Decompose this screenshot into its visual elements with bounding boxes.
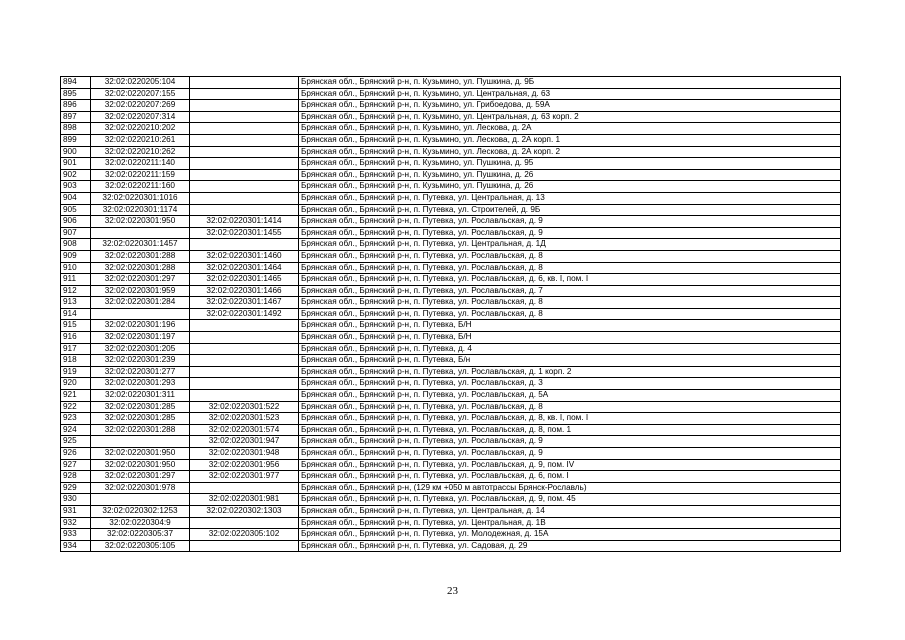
- cadastral-number-cell: 32:02:0220207:269: [91, 100, 190, 112]
- table-row: [61, 436, 841, 448]
- address-cell: Брянская обл., Брянский р-н, п. Путевка, ул. Центральная, д. 1Д: [299, 239, 841, 251]
- row-number-cell: 895: [61, 88, 91, 100]
- linked-cadastral-number-cell: [190, 204, 299, 216]
- address-cell: Брянская обл., Брянский р-н, п. Кузьмино, ул. Центральная, д. 63 корп. 2: [299, 111, 841, 123]
- linked-cadastral-number-cell: [190, 181, 299, 193]
- cadastral-number-cell: [91, 227, 190, 239]
- table-row: [61, 529, 841, 541]
- address-cell: Брянская обл., Брянский р-н, п. Путевка, Б/н: [299, 355, 841, 367]
- row-number-cell: 914: [61, 308, 91, 320]
- row-number-cell: 904: [61, 192, 91, 204]
- address-cell: Брянская обл., Брянский р-н, п. Путевка, Б/Н: [299, 320, 841, 332]
- row-number-cell: 898: [61, 123, 91, 135]
- table-row: [61, 540, 841, 552]
- linked-cadastral-number-cell: 32:02:0220301:1492: [190, 308, 299, 320]
- linked-cadastral-number-cell: [190, 77, 299, 89]
- address-cell: Брянская обл., Брянский р-н, п. Кузьмино, ул. Пушкина, д. 9Б: [299, 77, 841, 89]
- linked-cadastral-number-cell: 32:02:0220301:1465: [190, 274, 299, 286]
- linked-cadastral-number-cell: [190, 192, 299, 204]
- table-row: [61, 320, 841, 332]
- registry-table: [60, 76, 841, 552]
- cadastral-number-cell: 32:02:0220301:293: [91, 378, 190, 390]
- table-row: [61, 471, 841, 483]
- address-cell: Брянская обл., Брянский р-н, п. Путевка, ул. Центральная, д. 1В: [299, 517, 841, 529]
- table-row: [61, 308, 841, 320]
- cadastral-number-cell: 32:02:0220301:1016: [91, 192, 190, 204]
- address-cell: Брянская обл., Брянский р-н, п. Путевка, д. 4: [299, 343, 841, 355]
- table-row: [61, 274, 841, 286]
- table-row: [61, 216, 841, 228]
- table-row: [61, 192, 841, 204]
- row-number-cell: 930: [61, 494, 91, 506]
- row-number-cell: 925: [61, 436, 91, 448]
- cadastral-number-cell: 32:02:0220301:288: [91, 250, 190, 262]
- linked-cadastral-number-cell: [190, 482, 299, 494]
- row-number-cell: 934: [61, 540, 91, 552]
- cadastral-number-cell: 32:02:0220210:262: [91, 146, 190, 158]
- cadastral-number-cell: 32:02:0220301:288: [91, 262, 190, 274]
- row-number-cell: 918: [61, 355, 91, 367]
- linked-cadastral-number-cell: [190, 100, 299, 112]
- address-cell: Брянская обл., Брянский р-н, п. Путевка, ул. Рославльская, д. 3: [299, 378, 841, 390]
- address-cell: Брянская обл., Брянский р-н, п. Кузьмино, ул. Лескова, д. 2А корп. 2: [299, 146, 841, 158]
- row-number-cell: 901: [61, 158, 91, 170]
- cadastral-number-cell: [91, 494, 190, 506]
- cadastral-number-cell: 32:02:0220301:297: [91, 471, 190, 483]
- table-row: [61, 448, 841, 460]
- table-row: [61, 355, 841, 367]
- address-cell: Брянская обл., Брянский р-н, п. Кузьмино, ул. Лескова, д. 2А корп. 1: [299, 134, 841, 146]
- row-number-cell: 908: [61, 239, 91, 251]
- cadastral-number-cell: 32:02:0220301:277: [91, 366, 190, 378]
- address-cell: Брянская обл., Брянский р-н, п. Путевка, ул. Рославльская, д. 7: [299, 285, 841, 297]
- table-row: [61, 482, 841, 494]
- cadastral-number-cell: 32:02:0220301:288: [91, 424, 190, 436]
- address-cell: Брянская обл., Брянский р-н, п. Путевка, ул. Рославльская, д. 9: [299, 448, 841, 460]
- cadastral-number-cell: 32:02:0220301:1457: [91, 239, 190, 251]
- table-row: [61, 297, 841, 309]
- linked-cadastral-number-cell: [190, 320, 299, 332]
- table-row: [61, 343, 841, 355]
- linked-cadastral-number-cell: [190, 169, 299, 181]
- linked-cadastral-number-cell: [190, 111, 299, 123]
- registry-table-body: [61, 77, 841, 552]
- address-cell: Брянская обл., Брянский р-н, п. Путевка, ул. Рославльская, д. 8: [299, 250, 841, 262]
- address-cell: Брянская обл., Брянский р-н, п. Путевка, ул. Рославльская, д. 6, пом. I: [299, 471, 841, 483]
- row-number-cell: 923: [61, 413, 91, 425]
- row-number-cell: 912: [61, 285, 91, 297]
- cadastral-number-cell: 32:02:0220301:297: [91, 274, 190, 286]
- row-number-cell: 919: [61, 366, 91, 378]
- linked-cadastral-number-cell: 32:02:0220302:1303: [190, 505, 299, 517]
- address-cell: Брянская обл., Брянский р-н, п. Путевка, ул. Центральная, д. 14: [299, 505, 841, 517]
- table-row: [61, 227, 841, 239]
- address-cell: Брянская обл., Брянский р-н, п. Кузьмино, ул. Пушкина, д. 95: [299, 158, 841, 170]
- table-row: [61, 181, 841, 193]
- cadastral-number-cell: 32:02:0220301:950: [91, 448, 190, 460]
- address-cell: Брянская обл., Брянский р-н, п. Путевка, ул. Рославльская, д. 8: [299, 297, 841, 309]
- cadastral-number-cell: 32:02:0220304:9: [91, 517, 190, 529]
- cadastral-number-cell: 32:02:0220207:155: [91, 88, 190, 100]
- row-number-cell: 905: [61, 204, 91, 216]
- address-cell: Брянская обл., Брянский р-н, п. Путевка, Б/Н: [299, 332, 841, 344]
- row-number-cell: 920: [61, 378, 91, 390]
- cadastral-number-cell: 32:02:0220301:950: [91, 216, 190, 228]
- address-cell: Брянская обл., Брянский р-н, п. Кузьмино, ул. Пушкина, д. 26: [299, 169, 841, 181]
- cadastral-number-cell: 32:02:0220301:239: [91, 355, 190, 367]
- linked-cadastral-number-cell: 32:02:0220305:102: [190, 529, 299, 541]
- cadastral-number-cell: 32:02:0220211:160: [91, 181, 190, 193]
- cadastral-number-cell: 32:02:0220305:37: [91, 529, 190, 541]
- row-number-cell: 894: [61, 77, 91, 89]
- address-cell: Брянская обл., Брянский р-н, п. Путевка, ул. Рославльская, д. 8: [299, 262, 841, 274]
- row-number-cell: 928: [61, 471, 91, 483]
- cadastral-number-cell: 32:02:0220301:196: [91, 320, 190, 332]
- address-cell: Брянская обл., Брянский р-н, п. Кузьмино, ул. Центральная, д. 63: [299, 88, 841, 100]
- address-cell: Брянская обл., Брянский р-н, п. Путевка, ул. Рославльская, д. 9, пом. IV: [299, 459, 841, 471]
- row-number-cell: 910: [61, 262, 91, 274]
- table-row: [61, 204, 841, 216]
- row-number-cell: 921: [61, 390, 91, 402]
- table-row: [61, 123, 841, 135]
- linked-cadastral-number-cell: [190, 332, 299, 344]
- address-cell: Брянская обл., Брянский р-н, п. Путевка, ул. Рославльская, д. 8: [299, 401, 841, 413]
- row-number-cell: 907: [61, 227, 91, 239]
- linked-cadastral-number-cell: [190, 146, 299, 158]
- cadastral-number-cell: 32:02:0220301:285: [91, 401, 190, 413]
- cadastral-number-cell: [91, 308, 190, 320]
- address-cell: Брянская обл., Брянский р-н, п. Путевка, ул. Рославльская, д. 1 корп. 2: [299, 366, 841, 378]
- linked-cadastral-number-cell: [190, 517, 299, 529]
- cadastral-number-cell: 32:02:0220301:205: [91, 343, 190, 355]
- cadastral-number-cell: 32:02:0220301:959: [91, 285, 190, 297]
- row-number-cell: 932: [61, 517, 91, 529]
- address-cell: Брянская обл., Брянский р-н, п. Путевка, ул. Рославльская, д. 9: [299, 436, 841, 448]
- row-number-cell: 896: [61, 100, 91, 112]
- table-row: [61, 88, 841, 100]
- linked-cadastral-number-cell: 32:02:0220301:977: [190, 471, 299, 483]
- row-number-cell: 915: [61, 320, 91, 332]
- address-cell: Брянская обл., Брянский р-н, п. Путевка, ул. Садовая, д. 29: [299, 540, 841, 552]
- table-row: [61, 378, 841, 390]
- cadastral-number-cell: 32:02:0220205:104: [91, 77, 190, 89]
- table-row: [61, 459, 841, 471]
- address-cell: Брянская обл., Брянский р-н, п. Кузьмино, ул. Лескова, д. 2А: [299, 123, 841, 135]
- linked-cadastral-number-cell: 32:02:0220301:1467: [190, 297, 299, 309]
- row-number-cell: 929: [61, 482, 91, 494]
- cadastral-number-cell: [91, 436, 190, 448]
- linked-cadastral-number-cell: 32:02:0220301:956: [190, 459, 299, 471]
- row-number-cell: 899: [61, 134, 91, 146]
- linked-cadastral-number-cell: [190, 239, 299, 251]
- linked-cadastral-number-cell: [190, 540, 299, 552]
- linked-cadastral-number-cell: [190, 390, 299, 402]
- linked-cadastral-number-cell: [190, 123, 299, 135]
- linked-cadastral-number-cell: [190, 378, 299, 390]
- address-cell: Брянская обл., Брянский р-н, п. Путевка, ул. Рославльская, д. 5А: [299, 390, 841, 402]
- address-cell: Брянская обл., Брянский р-н, п. Путевка, ул. Рославльская, д. 8, кв. I, пом. I: [299, 413, 841, 425]
- address-cell: Брянская обл., Брянский р-н, п. Путевка, ул. Рославльская, д. 9, пом. 45: [299, 494, 841, 506]
- table-row: [61, 517, 841, 529]
- table-row: [61, 262, 841, 274]
- row-number-cell: 933: [61, 529, 91, 541]
- address-cell: Брянская обл., Брянский р-н, п. Путевка, ул. Центральная, д. 13: [299, 192, 841, 204]
- linked-cadastral-number-cell: [190, 88, 299, 100]
- linked-cadastral-number-cell: 32:02:0220301:522: [190, 401, 299, 413]
- address-cell: Брянская обл., Брянский р-н, п. Путевка, ул. Строителей, д. 9Б: [299, 204, 841, 216]
- cadastral-number-cell: 32:02:0220210:261: [91, 134, 190, 146]
- cadastral-number-cell: 32:02:0220301:1174: [91, 204, 190, 216]
- linked-cadastral-number-cell: 32:02:0220301:1466: [190, 285, 299, 297]
- table-row: [61, 401, 841, 413]
- table-row: [61, 146, 841, 158]
- linked-cadastral-number-cell: [190, 158, 299, 170]
- table-row: [61, 505, 841, 517]
- linked-cadastral-number-cell: 32:02:0220301:948: [190, 448, 299, 460]
- cadastral-number-cell: 32:02:0220302:1253: [91, 505, 190, 517]
- linked-cadastral-number-cell: 32:02:0220301:981: [190, 494, 299, 506]
- row-number-cell: 916: [61, 332, 91, 344]
- row-number-cell: 924: [61, 424, 91, 436]
- cadastral-number-cell: 32:02:0220301:311: [91, 390, 190, 402]
- row-number-cell: 897: [61, 111, 91, 123]
- row-number-cell: 902: [61, 169, 91, 181]
- address-cell: Брянская обл., Брянский р-н, п. Путевка, ул. Молодежная, д. 15А: [299, 529, 841, 541]
- cadastral-number-cell: 32:02:0220301:950: [91, 459, 190, 471]
- row-number-cell: 913: [61, 297, 91, 309]
- row-number-cell: 909: [61, 250, 91, 262]
- address-cell: Брянская обл., Брянский р-н, п. Путевка, ул. Рославльская, д. 8: [299, 308, 841, 320]
- table-row: [61, 366, 841, 378]
- cadastral-number-cell: 32:02:0220207:314: [91, 111, 190, 123]
- linked-cadastral-number-cell: 32:02:0220301:1455: [190, 227, 299, 239]
- cadastral-number-cell: 32:02:0220211:140: [91, 158, 190, 170]
- address-cell: Брянская обл., Брянский р-н, п. Кузьмино, ул. Пушкина, д. 26: [299, 181, 841, 193]
- address-cell: Брянская обл., Брянский р-н, п. Путевка, ул. Рославльская, д. 8, пом. 1: [299, 424, 841, 436]
- address-cell: Брянская обл., Брянский р-н, (129 км +050 м автотрассы Брянск-Рославль): [299, 482, 841, 494]
- table-row: [61, 77, 841, 89]
- row-number-cell: 927: [61, 459, 91, 471]
- row-number-cell: 917: [61, 343, 91, 355]
- address-cell: Брянская обл., Брянский р-н, п. Путевка, ул. Рославльская, д. 9: [299, 227, 841, 239]
- table-row: [61, 239, 841, 251]
- table-row: [61, 390, 841, 402]
- table-row: [61, 250, 841, 262]
- table-row: [61, 413, 841, 425]
- cadastral-number-cell: 32:02:0220301:285: [91, 413, 190, 425]
- page-number: 23: [447, 585, 458, 597]
- linked-cadastral-number-cell: [190, 343, 299, 355]
- cadastral-number-cell: 32:02:0220211:159: [91, 169, 190, 181]
- table-row: [61, 111, 841, 123]
- linked-cadastral-number-cell: 32:02:0220301:1414: [190, 216, 299, 228]
- table-row: [61, 494, 841, 506]
- table-row: [61, 332, 841, 344]
- cadastral-number-cell: 32:02:0220301:978: [91, 482, 190, 494]
- linked-cadastral-number-cell: [190, 134, 299, 146]
- table-row: [61, 424, 841, 436]
- address-cell: Брянская обл., Брянский р-н, п. Кузьмино, ул. Грибоедова, д. 59А: [299, 100, 841, 112]
- row-number-cell: 911: [61, 274, 91, 286]
- address-cell: Брянская обл., Брянский р-н, п. Путевка, ул. Рославльская, д. 9: [299, 216, 841, 228]
- linked-cadastral-number-cell: 32:02:0220301:1464: [190, 262, 299, 274]
- linked-cadastral-number-cell: 32:02:0220301:523: [190, 413, 299, 425]
- row-number-cell: 906: [61, 216, 91, 228]
- row-number-cell: 931: [61, 505, 91, 517]
- row-number-cell: 926: [61, 448, 91, 460]
- cadastral-number-cell: 32:02:0220305:105: [91, 540, 190, 552]
- table-row: [61, 134, 841, 146]
- table-row: [61, 100, 841, 112]
- linked-cadastral-number-cell: 32:02:0220301:1460: [190, 250, 299, 262]
- row-number-cell: 922: [61, 401, 91, 413]
- cadastral-number-cell: 32:02:0220301:197: [91, 332, 190, 344]
- linked-cadastral-number-cell: [190, 366, 299, 378]
- linked-cadastral-number-cell: 32:02:0220301:574: [190, 424, 299, 436]
- address-cell: Брянская обл., Брянский р-н, п. Путевка, ул. Рославльская, д. 6, кв. I, пом. I: [299, 274, 841, 286]
- table-row: [61, 158, 841, 170]
- row-number-cell: 900: [61, 146, 91, 158]
- table-row: [61, 285, 841, 297]
- cadastral-number-cell: 32:02:0220301:284: [91, 297, 190, 309]
- cadastral-number-cell: 32:02:0220210:202: [91, 123, 190, 135]
- linked-cadastral-number-cell: [190, 355, 299, 367]
- table-row: [61, 169, 841, 181]
- linked-cadastral-number-cell: 32:02:0220301:947: [190, 436, 299, 448]
- row-number-cell: 903: [61, 181, 91, 193]
